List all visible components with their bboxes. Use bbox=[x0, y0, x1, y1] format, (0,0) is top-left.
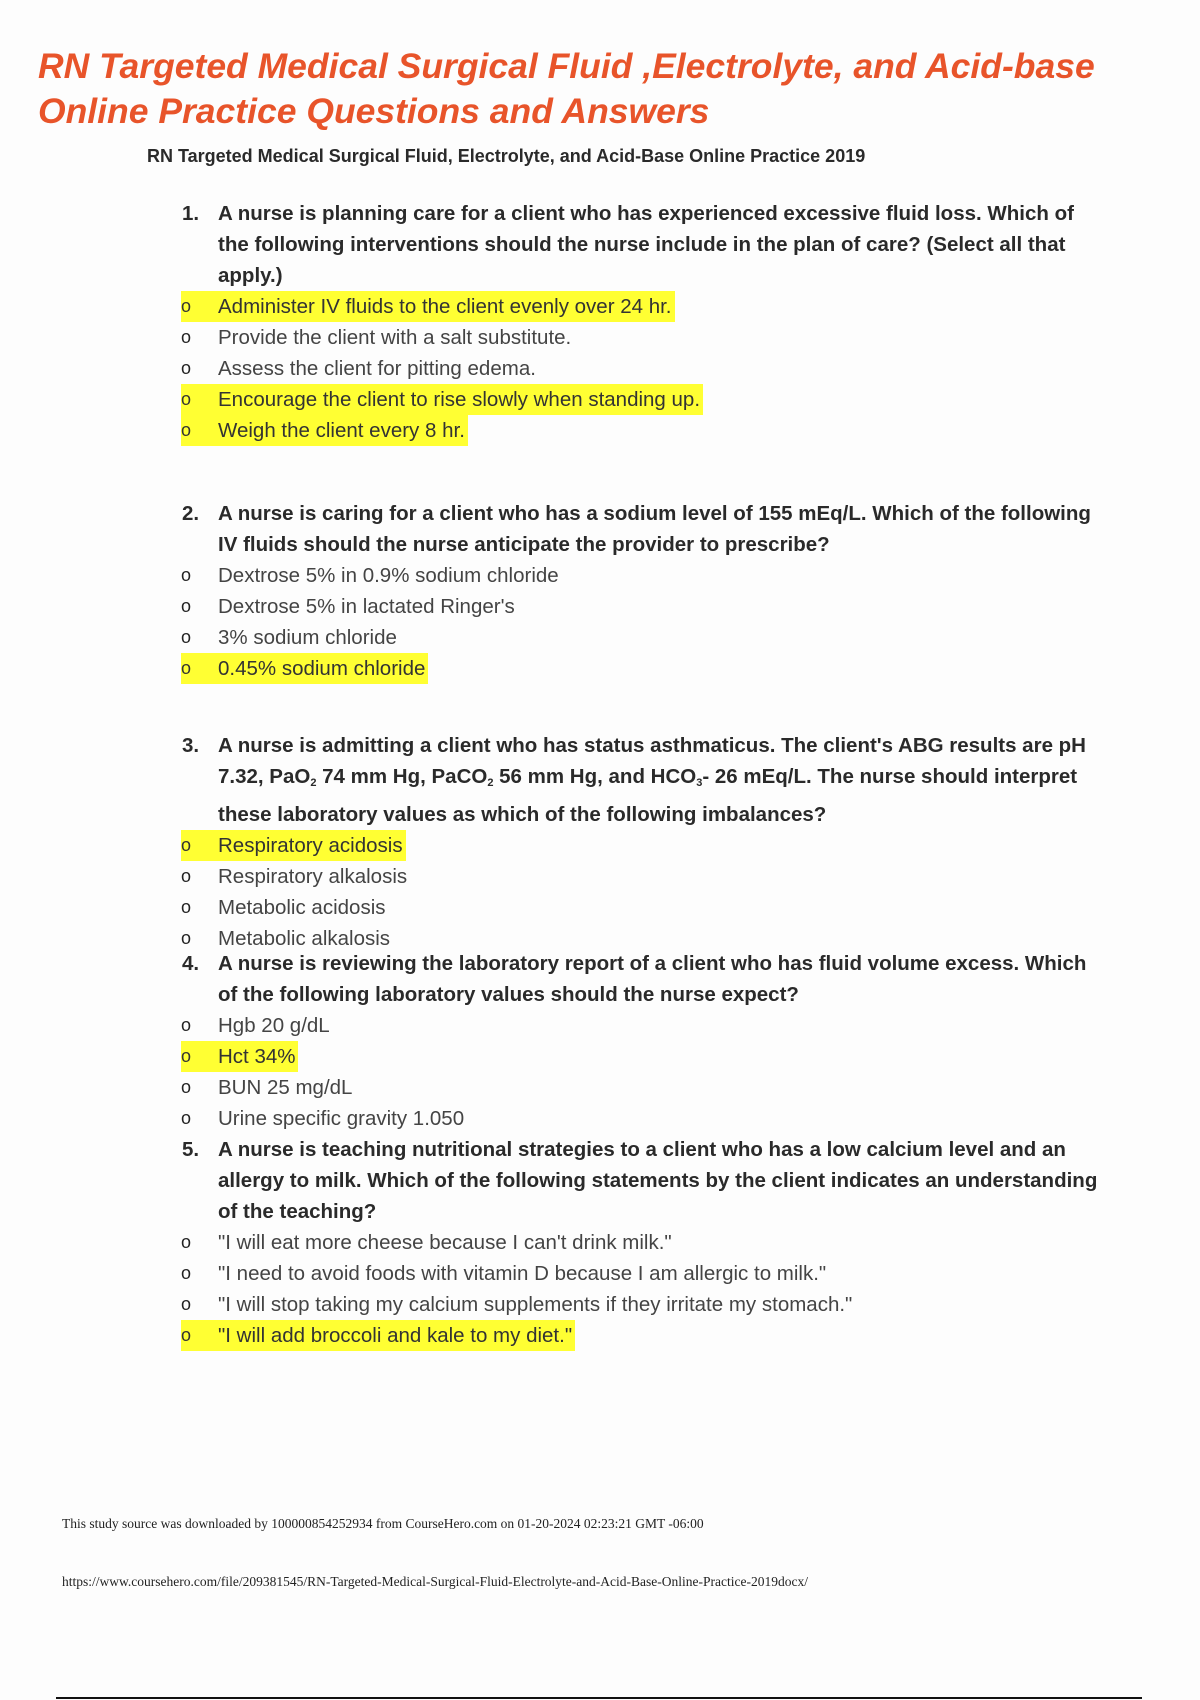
bullet-icon: o bbox=[181, 866, 192, 886]
question-number: 2. bbox=[182, 502, 200, 525]
bullet-icon: o bbox=[181, 384, 218, 415]
answer-option bbox=[0, 653, 1200, 684]
option-text: Assess the client for pitting edema. bbox=[218, 357, 536, 380]
bullet-icon: o bbox=[181, 1232, 192, 1252]
bullet-icon: o bbox=[181, 327, 192, 347]
option-text: Metabolic alkalosis bbox=[218, 927, 391, 950]
option-text: Metabolic acidosis bbox=[218, 896, 386, 919]
answer-option bbox=[0, 1289, 1200, 1320]
answer-option bbox=[0, 1041, 1200, 1072]
answer-option bbox=[0, 830, 1200, 861]
question-5 bbox=[0, 1134, 1200, 1351]
option-text: Respiratory alkalosis bbox=[218, 865, 408, 888]
question-stem bbox=[182, 948, 1108, 1010]
document-subtitle: RN Targeted Medical Surgical Fluid, Electrolyte, and Acid-Base Online Practice 2019 bbox=[147, 146, 866, 166]
option-text: "I need to avoid foods with vitamin D because I am allergic to milk." bbox=[218, 1262, 827, 1285]
bullet-icon: o bbox=[181, 1015, 192, 1035]
question-stem bbox=[182, 498, 1108, 560]
question-4 bbox=[0, 948, 1200, 1134]
answer-option bbox=[0, 560, 1200, 591]
answer-option bbox=[0, 591, 1200, 622]
question-text: A nurse is admitting a client who has status asthmaticus. The client's ABG results are pH 7.32, PaO$_2$ 74 mm Hg, PaCO$_2$ 56 mm Hg, and $HCO_3-$ 26 mEq/L. The nurse should interpret these laboratory values as which of the following imbalances? bbox=[218, 734, 1086, 826]
option-text: Dextrose 5% in 0.9% sodium chloride bbox=[218, 564, 559, 587]
bullet-icon: o bbox=[181, 1320, 218, 1351]
question-1 bbox=[0, 198, 1200, 446]
answer-option bbox=[0, 1010, 1200, 1041]
answer-option bbox=[0, 1227, 1200, 1258]
question-stem bbox=[182, 730, 1108, 830]
option-text: 0.45% sodium chloride bbox=[218, 653, 428, 684]
bullet-icon: o bbox=[181, 358, 192, 378]
option-text: Provide the client with a salt substitute. bbox=[218, 326, 572, 349]
question-text: A nurse is planning care for a client who has experienced excessive fluid loss. Which of the following interventions should the nurse include in the plan of care? (Select all that apply.) bbox=[218, 202, 1074, 287]
bullet-icon: o bbox=[181, 627, 192, 647]
bullet-icon: o bbox=[181, 897, 192, 917]
question-2 bbox=[0, 498, 1200, 684]
question-number: 4. bbox=[182, 952, 200, 975]
option-text: Urine specific gravity 1.050 bbox=[218, 1107, 465, 1130]
bullet-icon: o bbox=[181, 1108, 192, 1128]
option-text: Dextrose 5% in lactated Ringer's bbox=[218, 595, 515, 618]
answer-option bbox=[0, 861, 1200, 892]
bullet-icon: o bbox=[181, 653, 218, 684]
answer-option bbox=[0, 415, 1200, 446]
answer-option bbox=[0, 622, 1200, 653]
source-url: https://www.coursehero.com/file/209381545/RN-Targeted-Medical-Surgical-Fluid-Electrolyte-and-Acid-Base-Online-Practice-2019docx/ bbox=[62, 1574, 808, 1589]
option-text: Encourage the client to rise slowly when standing up. bbox=[218, 384, 703, 415]
document-title: RN Targeted Medical Surgical Fluid ,Electrolyte, and Acid-base Online Practice Questions and Answers bbox=[38, 46, 1095, 131]
question-number: 5. bbox=[182, 1138, 200, 1161]
question-text: A nurse is reviewing the laboratory report of a client who has fluid volume excess. Which of the following laboratory values should the nurse expect? bbox=[218, 952, 1087, 1006]
answer-option bbox=[0, 1103, 1200, 1134]
bullet-icon: o bbox=[181, 291, 218, 322]
answer-option bbox=[0, 353, 1200, 384]
bullet-icon: o bbox=[181, 928, 192, 948]
bullet-icon: o bbox=[181, 1263, 192, 1283]
bullet-icon: o bbox=[181, 596, 192, 616]
question-text: A nurse is caring for a client who has a sodium level of 155 mEq/L. Which of the following IV fluids should the nurse anticipate the provider to prescribe? bbox=[218, 502, 1091, 556]
bullet-icon: o bbox=[181, 1077, 192, 1097]
answer-option bbox=[0, 322, 1200, 353]
question-text: A nurse is teaching nutritional strategies to a client who has a low calcium level and an allergy to milk. Which of the following statements by the client indicates an understanding of the teaching? bbox=[218, 1138, 1098, 1223]
option-text: 3% sodium chloride bbox=[218, 626, 397, 649]
bullet-icon: o bbox=[181, 415, 218, 446]
option-text: Administer IV fluids to the client evenly over 24 hr. bbox=[218, 291, 675, 322]
option-text: "I will eat more cheese because I can't drink milk." bbox=[218, 1231, 672, 1254]
bullet-icon: o bbox=[181, 1294, 192, 1314]
option-text: BUN 25 mg/dL bbox=[218, 1076, 353, 1099]
bullet-icon: o bbox=[181, 1041, 218, 1072]
answer-option bbox=[0, 384, 1200, 415]
option-text: Respiratory acidosis bbox=[218, 830, 406, 861]
answer-option bbox=[0, 291, 1200, 322]
question-stem bbox=[182, 198, 1108, 291]
answer-option bbox=[0, 892, 1200, 923]
answer-option bbox=[0, 1320, 1200, 1351]
answer-option bbox=[0, 1258, 1200, 1289]
question-stem bbox=[182, 1134, 1108, 1227]
download-note: This study source was downloaded by 100000854252934 from CourseHero.com on 01-20-2024 02:23:21 GMT -06:00 bbox=[62, 1516, 704, 1531]
option-text: "I will stop taking my calcium supplements if they irritate my stomach." bbox=[218, 1293, 853, 1316]
page-divider bbox=[56, 1697, 1142, 1699]
option-text: Hct 34% bbox=[218, 1041, 298, 1072]
option-text: Hgb 20 g/dL bbox=[218, 1014, 330, 1037]
question-3 bbox=[0, 730, 1200, 954]
bullet-icon: o bbox=[181, 565, 192, 585]
question-number: 1. bbox=[182, 202, 200, 225]
option-text: "I will add broccoli and kale to my diet." bbox=[218, 1320, 575, 1351]
bullet-icon: o bbox=[181, 830, 218, 861]
answer-option bbox=[0, 1072, 1200, 1103]
option-text: Weigh the client every 8 hr. bbox=[218, 415, 468, 446]
question-number: 3. bbox=[182, 734, 200, 757]
